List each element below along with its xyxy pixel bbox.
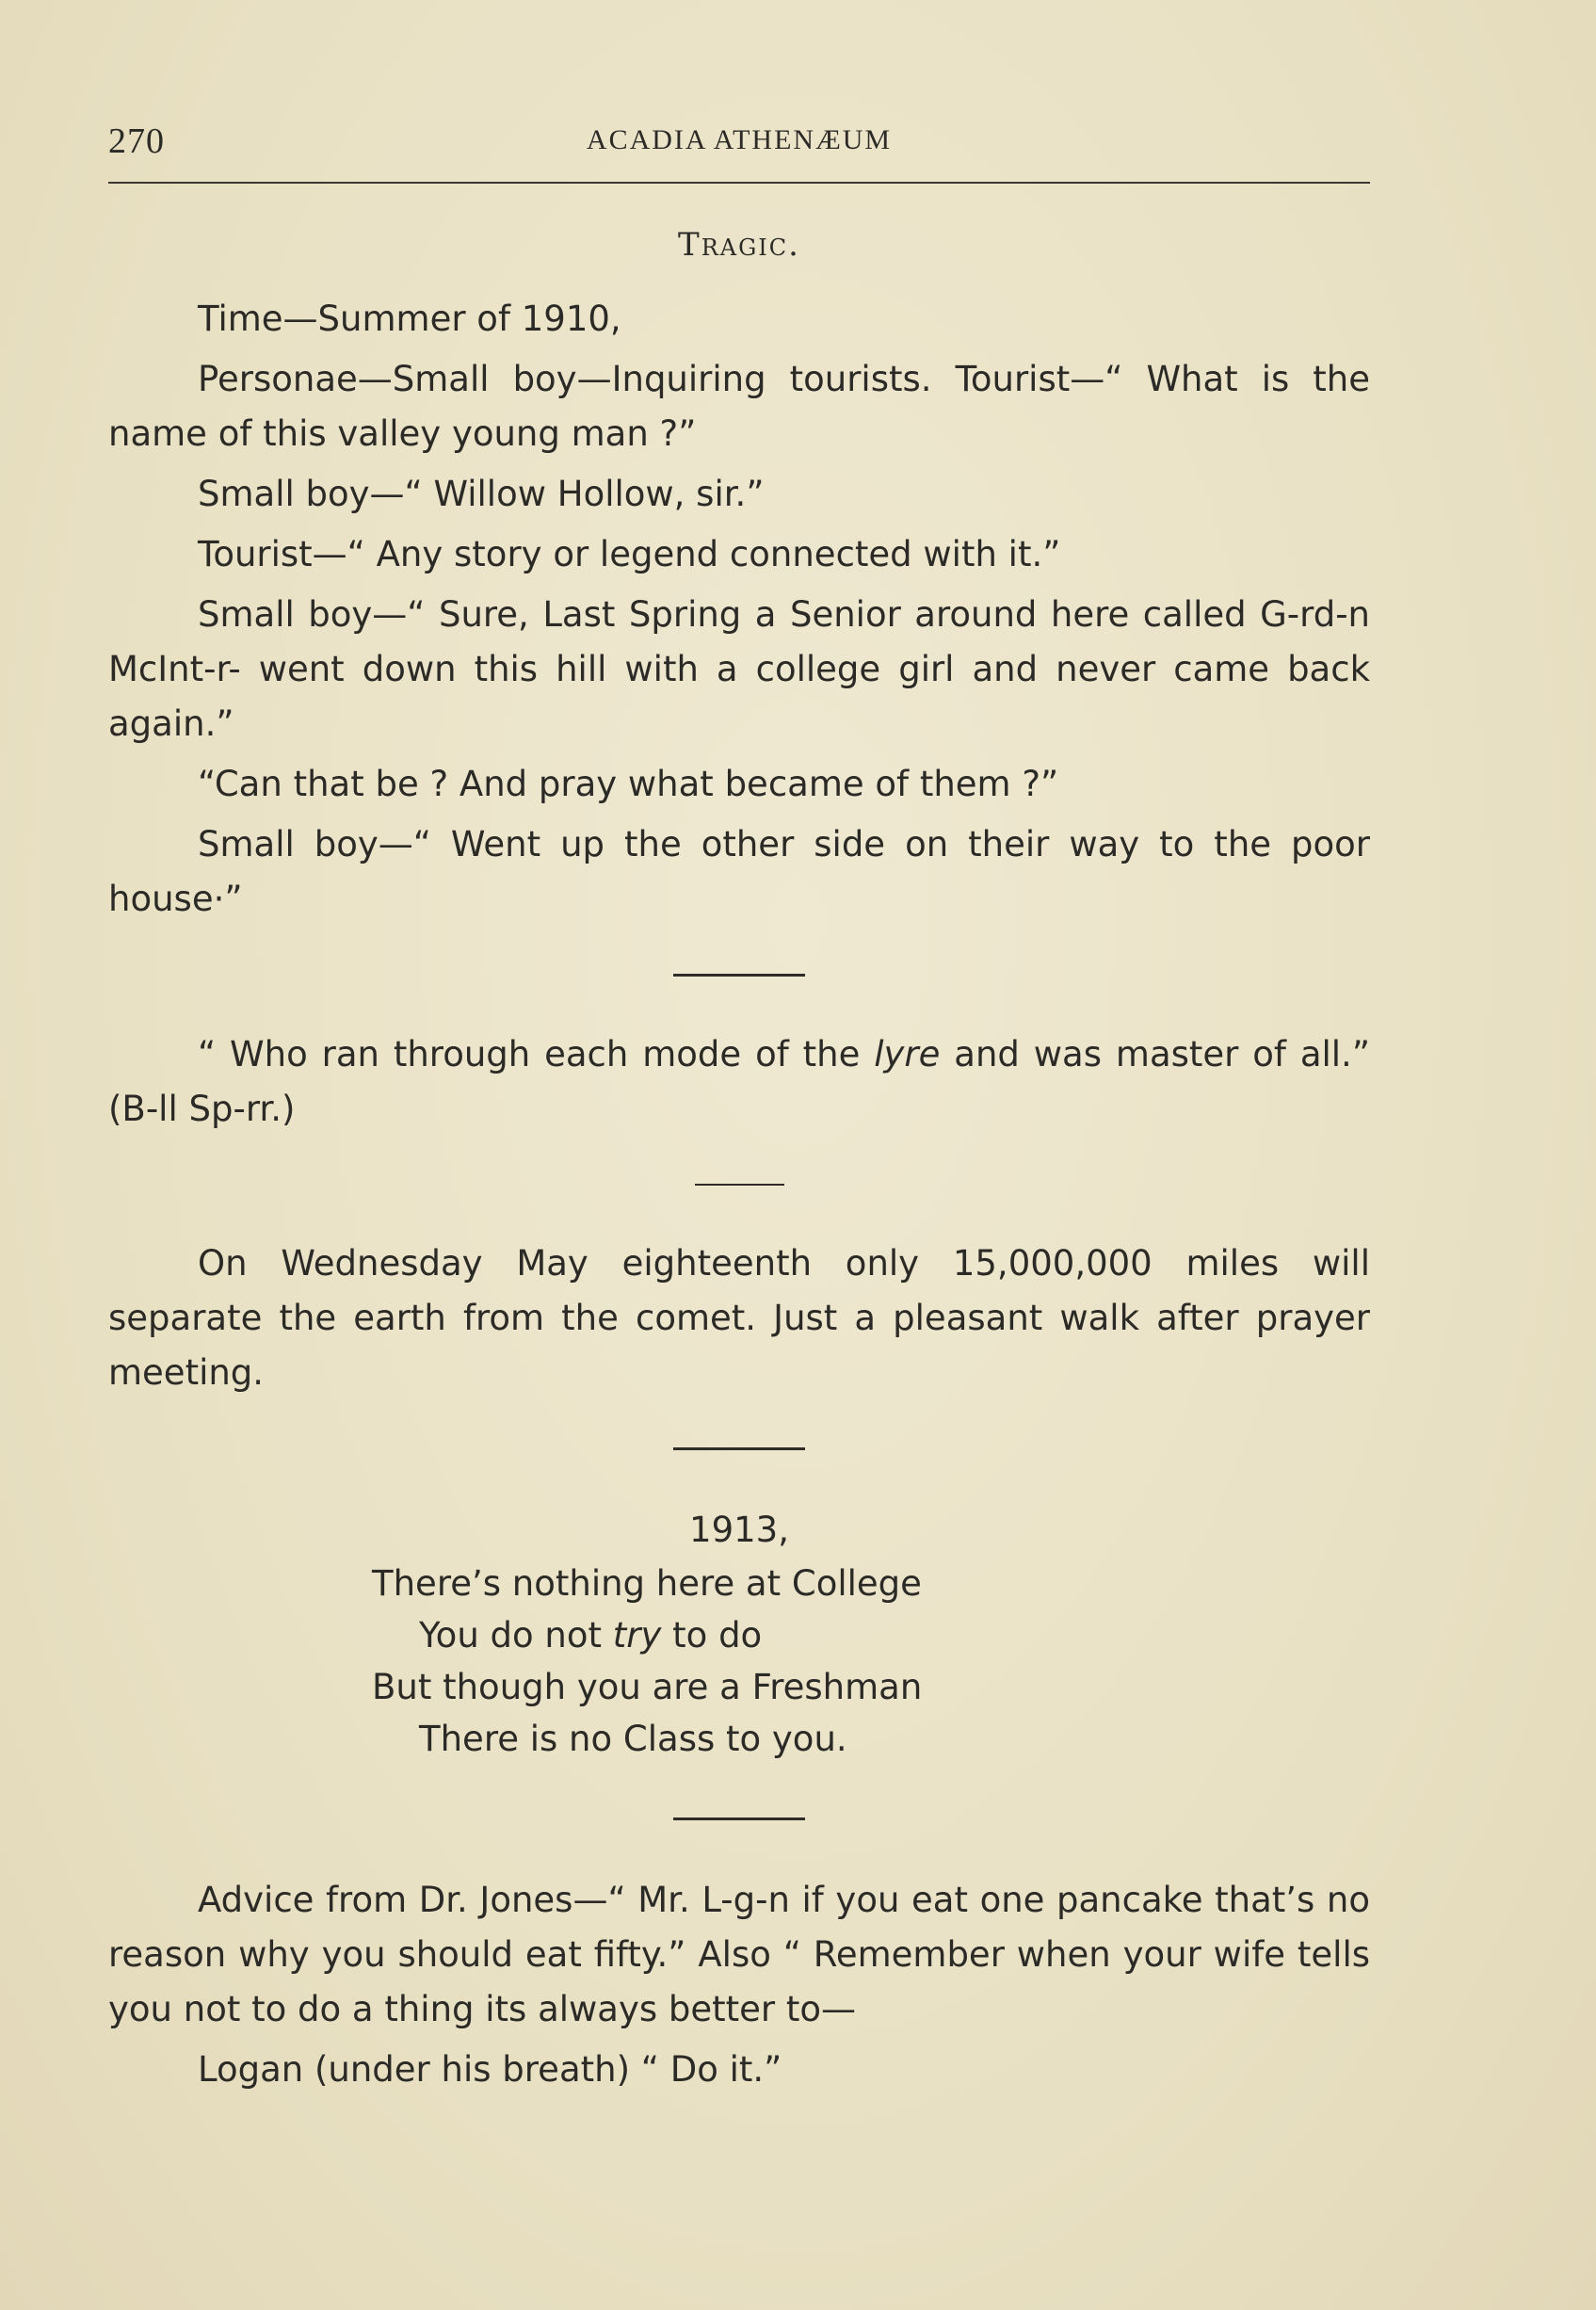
- text-run: and was master of all.” (B-ll Sp-rr.): [108, 1034, 1370, 1129]
- paragraph-comet: On Wednesday May eighteenth only 15,000,000 miles will separate the earth from the comet. Just a pleasant walk after prayer meeting.: [108, 1243, 1370, 1393]
- paragraph-lyre: [108, 1027, 1370, 1137]
- section-divider: [673, 1817, 805, 1820]
- page-header: [108, 121, 1370, 161]
- section-title: Tragic.: [678, 226, 800, 264]
- page-content: [108, 226, 1370, 2097]
- poem-line: There’s nothing here at College: [372, 1563, 922, 1604]
- poem-title: 1913,: [689, 1510, 789, 1550]
- paragraph: “Can that be ? And pray what became of them ?”: [198, 764, 1059, 804]
- paragraph: Small boy—“ Went up the other side on their way to the poor house·”: [108, 824, 1370, 919]
- poem: [372, 1558, 1370, 1765]
- text-run: “ Who ran through each mode of the: [198, 1034, 875, 1074]
- poem-line: There is no Class to you.: [419, 1719, 847, 1759]
- poem-line: But though you are a Freshman: [372, 1667, 923, 1707]
- section-divider: [673, 974, 805, 977]
- text-run: to do: [661, 1615, 763, 1656]
- paragraph-advice: Logan (under his breath) “ Do it.”: [198, 2049, 782, 2090]
- paragraph-advice: Advice from Dr. Jones—“ Mr. L-g-n if you eat one pancake that’s no reason why you should eat fifty.” Also “ Remember when your wife tells you not to do a thing its always better to—: [108, 1880, 1370, 2029]
- text-run: You do not: [419, 1615, 613, 1656]
- italic-word: try: [612, 1615, 662, 1656]
- running-head: ACADIA ATHENÆUM: [586, 124, 893, 155]
- page-number: 270: [108, 121, 165, 161]
- header-rule: [108, 182, 1370, 184]
- paragraph: Small boy—“ Willow Hollow, sir.”: [198, 474, 765, 514]
- paragraph: Time—Summer of 1910,: [198, 299, 621, 339]
- poem-line: [372, 1609, 1370, 1661]
- section-divider: [673, 1447, 805, 1450]
- paragraph: Tourist—“ Any story or legend connected with it.”: [198, 534, 1061, 574]
- section-divider: [695, 1184, 784, 1186]
- italic-word: lyre: [874, 1034, 941, 1074]
- paragraph: Personae—Small boy—Inquiring tourists. Tourist—“ What is the name of this valley young man ?”: [108, 359, 1370, 454]
- paragraph: Small boy—“ Sure, Last Spring a Senior around here called G-rd-n McInt-r- went down this hill with a college girl and never came back again.”: [108, 594, 1370, 744]
